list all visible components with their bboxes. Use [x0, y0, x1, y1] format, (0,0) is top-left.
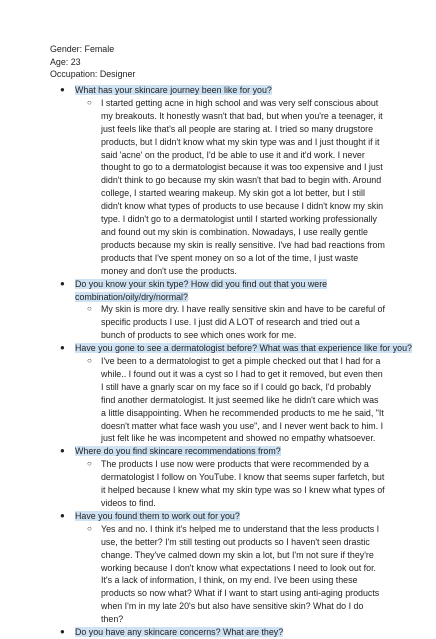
bullet-icon: ●: [60, 278, 65, 288]
answer-text: My skin is more dry. I have really sensitive skin and have to be careful of specific products I use. I just did A LOT of research and tried out a bunch of products to see which ones work for me.: [101, 304, 385, 341]
answer-item: [0, 355, 385, 445]
answer-item: [0, 458, 385, 510]
hollow-bullet-icon: ○: [87, 304, 92, 314]
question-item: [0, 510, 436, 523]
hollow-bullet-icon: ○: [87, 459, 92, 469]
question-text: Do you have any skincare concerns? What are they?: [75, 627, 284, 638]
question-text: Have you found them to work out for you?: [75, 510, 240, 521]
age-line: Age: 23: [50, 56, 81, 67]
answer-text: The products I use now were products that were recommended by a dermatologist I follow on YouTube. I know that seems super farfetch, but it helped because I knew what my skin type was so I knew what types of videos to find.: [101, 459, 385, 508]
question-item: [0, 445, 436, 458]
question-item: [0, 342, 436, 355]
answer-item: [0, 523, 385, 626]
bullet-icon: ●: [60, 343, 65, 353]
gender-line: Gender: Female: [50, 44, 115, 54]
hollow-bullet-icon: ○: [87, 97, 92, 107]
question-text: Do you know your skin type? How did you find out that you were combination/oily/dry/normal?: [75, 278, 328, 302]
answer-item: [0, 303, 385, 342]
participant-info: [50, 43, 135, 81]
question-text: What has your skincare journey been like for you?: [75, 85, 272, 95]
answer-text: I've been to a dermatologist to get a pimple checked out that I had for a while.. I found out it was a cyst so I had to get it removed, but even then I still have a gnarly scar on my face so if I could go back, I'd probably find another dermatologist. It just seemed like he didn't care which was a little disappointing. When he recommended products to me he said, "It doesn't matter what face wash you use", and I never went back to him. I just felt like he was incompetent and showed no empathy whatsoever.: [101, 356, 384, 444]
bullet-icon: ●: [60, 627, 65, 637]
question-text: Have you gone to see a dermatologist before? What was that experience like for you?: [75, 343, 412, 354]
bullet-icon: ●: [60, 510, 65, 520]
bullet-icon: ●: [60, 446, 65, 456]
hollow-bullet-icon: ○: [87, 523, 92, 533]
bullet-icon: ●: [60, 85, 65, 94]
hollow-bullet-icon: ○: [87, 356, 92, 366]
question-item: [0, 84, 436, 97]
question-item: [0, 278, 436, 304]
occupation-line: Occupation: Designer: [50, 69, 136, 80]
answer-text: Yes and no. I think it's helped me to understand that the less products I use, the better? I'm still testing out products so I haven't seen drastic change. They've calmed down my skin a lot, but I'm not sure if they're working because I don't know what expectations I need to look out for. It's a lack of information, I think, on my end. I've been using these products so now what? What if I want to start using anti-aging products when I'm in my late 20's but also have sensitive skin? What do I do then?: [101, 523, 380, 625]
question-item: [0, 626, 436, 639]
answer-text: I started getting acne in high school and was very self conscious about my breakouts. It honestly wasn't that bad, but when you're a teenager, it just feels like that's all people are staring at. I tried so many drugstore products, but I didn't know what my skin type was and I just thought if it said 'acne' on the product, I'd be able to use it and it'd work. I never thought to go to a dermatologist because it was too expensive and I just didn't think to go because my skin wasn't that bad to begin with. Around college, I started wearing makeup. My skin got a lot better, but I still didn't know what types of products to use because I didn't know my skin type. I didn't go to a dermatologist until I started working professionally and found out my skin is combination. Nowadays, I use really gentle products because my skin is really sensitive. I've had bad reactions from products that I've spent money on so a lot of the time, I just waste money and don't use the products.: [101, 97, 385, 276]
interview-list: [0, 84, 436, 639]
question-text: Where do you find skincare recommendations from?: [75, 446, 281, 457]
answer-item: [0, 97, 385, 278]
